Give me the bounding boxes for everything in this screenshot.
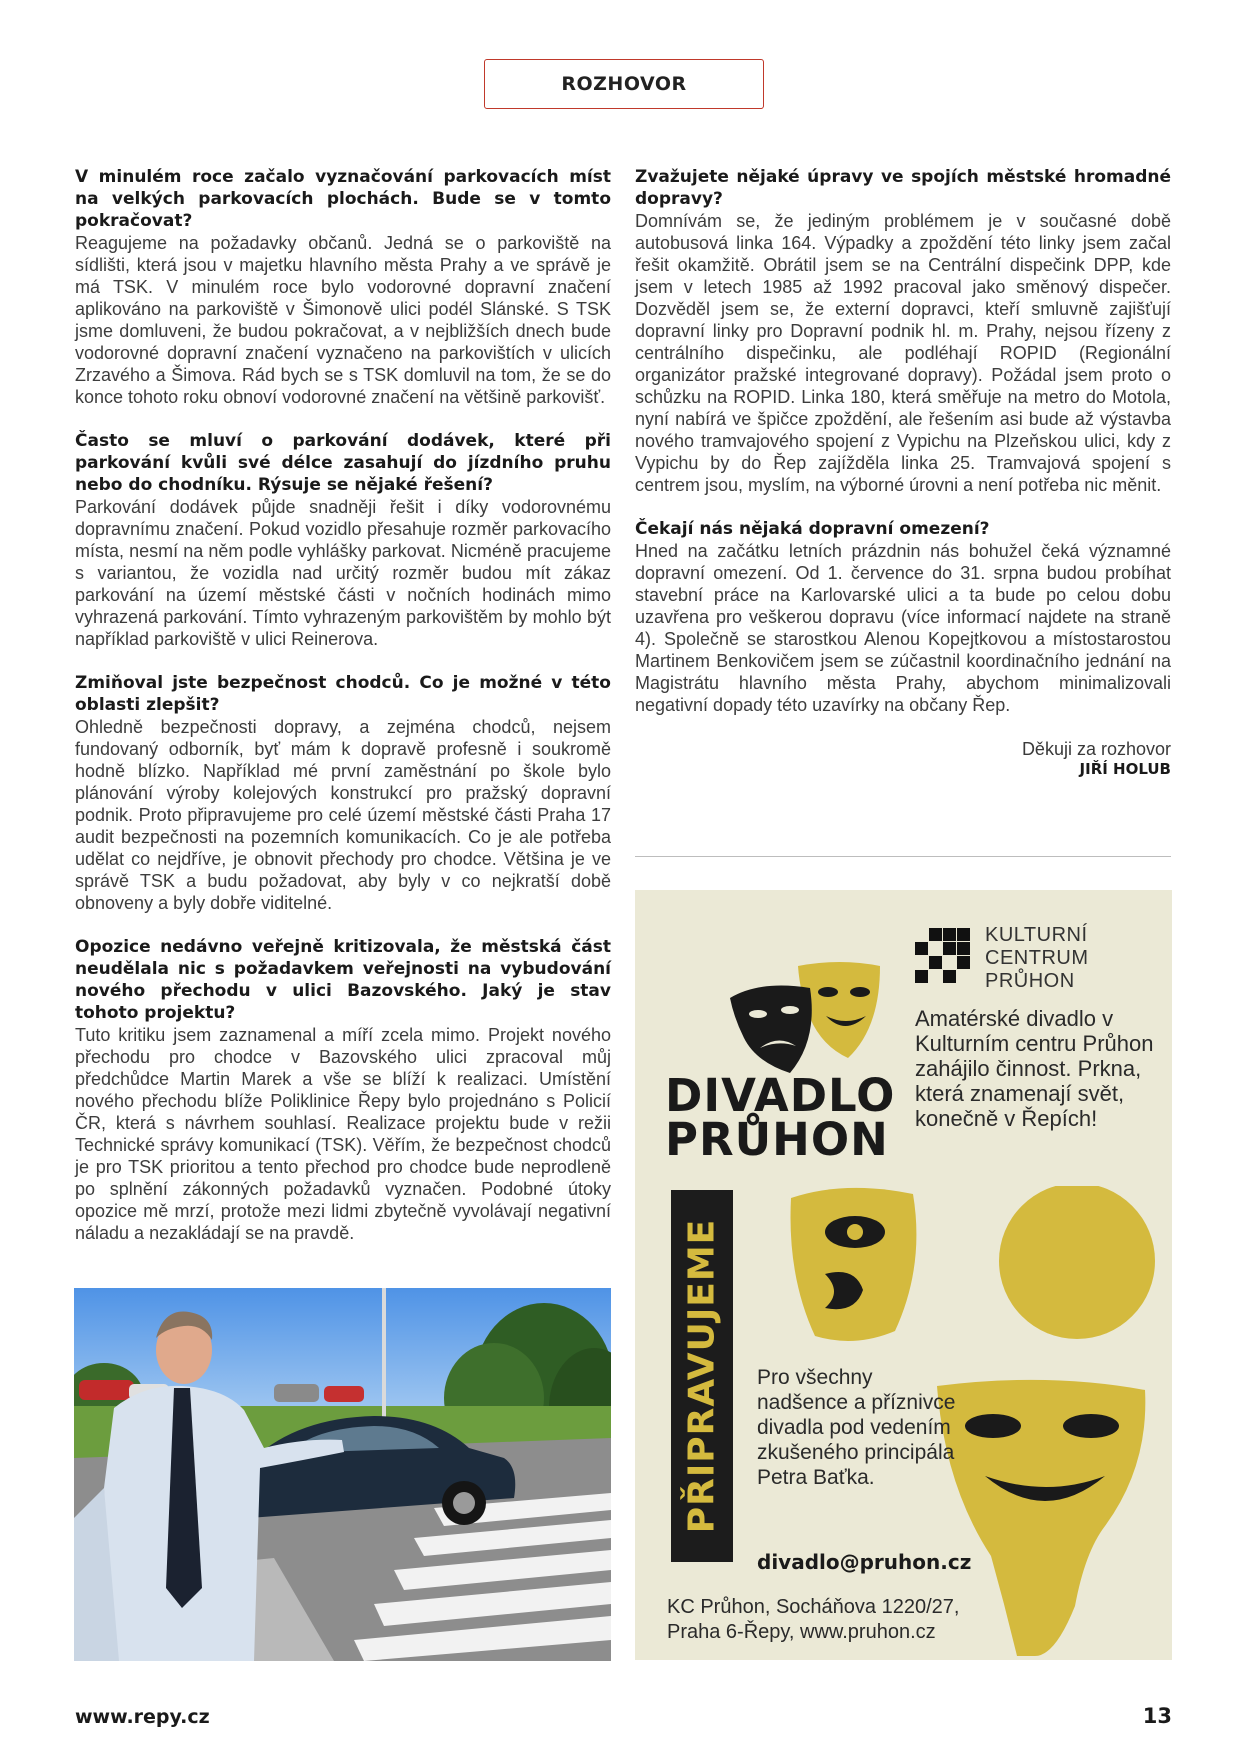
question: Zvažujete nějaké úpravy ve spojích městské hromadné dopravy? xyxy=(635,167,1171,209)
question: Často se mluví o parkování dodávek, které při parkování kvůli své délce zasahují do jízdního pruhu nebo do chodníku. Rýsuje se nějaké řešení? xyxy=(75,431,611,495)
answer: Domnívám se, že jediným problémem je v současné době autobusová linka 164. Výpadky a zpoždění této linky jsem začal řešit okamžitě. Obrátil jsem se na Centrální dispečink DPP, kde jsem v letech 1985 až 1992 pracoval jako směnový dispečer. Dozvěděl jsem se, že externí dopravci, kteří smluvně zajišťují dopravní linky pro Dopravní podnik hl. m. Prahy, nejsou řízeny z centrálního dispečinku, ale podléhají ROPID (Regionální organizátor pražské integrované dopravy). Požádal jsem proto o schůzku na ROPID. Linka 180, která směřuje na metro do Motola, nyní nabírá ve špičce zpoždění, ale řešením asi bude až výstavba nového tramvajového spojení z Vypichu na Plzeňskou ulici, kdy z Vypichu by do Řep zajížděla linka 25. Tramvajová spojení s centrem jsou, myslím, na výborné úrovni a není potřeba nic měnit. xyxy=(635,211,1171,495)
upcoming-banner xyxy=(671,1190,733,1562)
qa-block xyxy=(635,518,1171,716)
interview-photo xyxy=(74,1288,611,1661)
answer: Reagujeme na požadavky občanů. Jedná se o parkoviště na sídlišti, která jsou v majetku hlavního města Prahy a ve správě je má TSK. V minulém roce bylo vodorovné dopravní značení aplikováno na parkoviště v Šimonově ulici podél Slánské. S TSK jsme domluveni, že budou pokračovat, a v nejbližších dnech bude vodorovné dopravní značení vyznačeno na parkovištích v ulicích Zrzavého a Šimova. Rád bych se s TSK domluvil na tom, že se do konce tohoto roku obnoví vodorovné značení na většině parkovišť. xyxy=(75,233,611,407)
question: Čekají nás nějaká dopravní omezení? xyxy=(635,519,990,539)
kc-pruhon-logo-icon xyxy=(915,928,971,984)
ad-title-line: DIVADLO xyxy=(665,1069,896,1122)
footer-website[interactable]: www.repy.cz xyxy=(75,1706,210,1728)
theatre-masks-icon xyxy=(730,958,900,1078)
qa-block xyxy=(75,430,611,650)
ad-address xyxy=(667,1595,959,1645)
qa-block xyxy=(75,672,611,914)
ad-intro-text: Amatérské divadlo v Kulturním centru Průhon zahájilo činnost. Prkna, která znamenají svět, konečně v Řepích! xyxy=(915,1006,1154,1131)
upcoming-label: PŘIPRAVUJEME xyxy=(681,1218,723,1534)
column-divider xyxy=(635,856,1171,857)
address-line: Praha 6-Řepy, www.pruhon.cz xyxy=(667,1621,936,1643)
theatre-ad xyxy=(635,890,1172,1660)
org-line: PRŮHON xyxy=(985,970,1075,992)
answer: Ohledně bezpečnosti dopravy, a zejména chodců, nejsem fundovaný odborník, byť mám k dopravě profesně i soukromě hodně blízko. Například mé první zaměstnání po škole bylo plánování výroby kolejových konstrukcí pro pražský dopravní podnik. Proto připravujeme pro celé území městské části Praha 17 audit bezpečnosti na pozemních komunikacích. Co je ale potřeba udělat co nejdříve, je obnovit přechody pro chodce. Většina je ve správě TSK a budu požadovat, aby byly v co nejkratší době obnoveny a byly dobře viditelné. xyxy=(75,717,611,913)
ad-email-link[interactable]: divadlo@pruhon.cz xyxy=(757,1550,972,1574)
author-name: JIŘÍ HOLUB xyxy=(1079,760,1171,778)
interview-column-right xyxy=(635,166,1171,778)
closing-thanks: Děkuji za rozhovor xyxy=(1021,739,1171,759)
ad-title-line: PRŮHON xyxy=(665,1113,889,1166)
section-label: ROZHOVOR xyxy=(484,59,764,109)
address-line: KC Průhon, Socháňova 1220/27, xyxy=(667,1596,960,1618)
page-number: 13 xyxy=(1142,1704,1172,1728)
answer: Hned na začátku letních prázdnin nás bohužel čeká významné dopravní omezení. Od 1. července do 31. srpna budou probíhat stavební práce na Karlovarské ulici a ta bude po celou dobu uzavřena pro veškerou dopravu (více informací najdete na straně 4). Společně se starostkou Alenou Kopejtkovou a místostarostou Martinem Benkovičem jsem se zúčastnil koordinačního jednání na Magistrátu hlavního města Prahy, abychom minimalizovali negativní dopady této uzavírky na občany Řep. xyxy=(635,541,1171,715)
kc-pruhon-name xyxy=(985,924,1089,993)
qa-block xyxy=(75,166,611,408)
interview-column-left xyxy=(75,166,611,1266)
org-line: KULTURNÍ xyxy=(985,924,1088,946)
question: Opozice nedávno veřejně kritizovala, že městská část neudělala nic s požadavkem veřejnosti na vybudování nového přechodu v ulici Bazovského. Jaký je stav tohoto projektu? xyxy=(75,937,611,1023)
org-line: CENTRUM xyxy=(985,947,1089,969)
qa-block xyxy=(75,936,611,1244)
answer: Parkování dodávek půjde snadněji řešit i díky vodorovnému dopravnímu značení. Pokud vozidlo přesahuje rozměr parkovacího místa, nesmí na něm podle vyhlášky parkovat. Nicméně pracujeme s variantou, že vozidla nad určitý rozměr budou mít zákaz parkování na území městské části v nočních hodinách mimo vyhrazená parkování. Tímto vyhrazeným parkovištěm by mohlo být například parkoviště v ulici Reinerova. xyxy=(75,497,611,649)
question: Zmiňoval jste bezpečnost chodců. Co je možné v této oblasti zlepšit? xyxy=(75,673,611,715)
answer: Tuto kritiku jsem zaznamenal a míří zcela mimo. Projekt nového přechodu pro chodce v Bazovského ulici zpracoval můj předchůdce Martin Marek a vše se blíží k realizaci. Umístění nového přechodu blíže Poliklinice Řepy bylo projednáno s Policií ČR, která s návrhem souhlasí. Realizace projektu bude v režii Technické správy komunikací (TSK). Věřím, že bezpečnost chodců je pro TSK prioritou a tento přechod pro chodce bude neprodleně po splnění zákonných požadavků vyznačen. Podobné útoky opozice mě mrzí, protože mezi lidmi zbytečně vyvolávají negativní náladu a nezakládají se na pravdě. xyxy=(75,1025,611,1243)
ad-title xyxy=(665,1069,896,1166)
ad-description: Pro všechny nadšence a příznivce divadla pod vedením zkušeného principála Petra Baťka. xyxy=(757,1366,956,1489)
qa-block xyxy=(635,166,1171,496)
question: V minulém roce začalo vyznačování parkovacích míst na velkých parkovacích plochách. Bude se v tomto pokračovat? xyxy=(75,167,611,231)
